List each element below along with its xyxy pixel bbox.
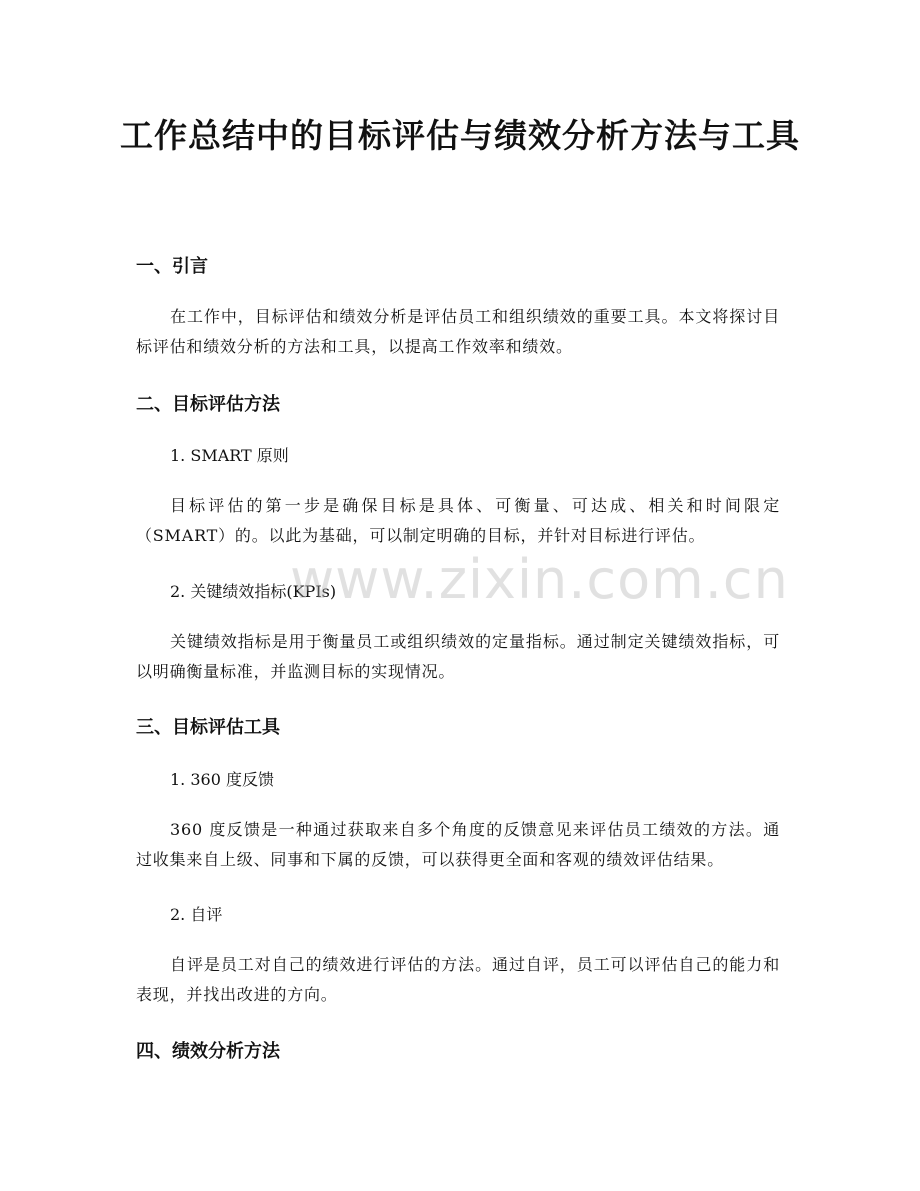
subheading-kpis: 2. 关键绩效指标(KPIs) [170, 582, 337, 601]
paragraph-360-feedback: 360 度反馈是一种通过获取来自多个角度的反馈意见来评估员工绩效的方法。通过收集来自上级、同事和下属的反馈，可以获得更全面和客观的绩效评估结果。 [136, 820, 780, 869]
section-heading-analysis: 四、绩效分析方法 [136, 1041, 280, 1062]
subheading-360-feedback: 1. 360 度反馈 [170, 770, 274, 789]
subheading-smart: 1. SMART 原则 [170, 446, 289, 465]
paragraph-kpis: 关键绩效指标是用于衡量员工或组织绩效的定量指标。通过制定关键绩效指标，可以明确衡量标准，并监测目标的实现情况。 [136, 632, 780, 681]
document-title: 工作总结中的目标评估与绩效分析方法与工具 [120, 116, 800, 155]
watermark: www.zixin.com.cn [290, 548, 789, 611]
section-heading-tools: 三、目标评估工具 [136, 717, 280, 738]
paragraph-self-review: 自评是员工对自己的绩效进行评估的方法。通过自评，员工可以评估自己的能力和表现，并找出改进的方向。 [136, 955, 780, 1004]
paragraph-intro: 在工作中，目标评估和绩效分析是评估员工和组织绩效的重要工具。本文将探讨目标评估和绩效分析的方法和工具，以提高工作效率和绩效。 [136, 307, 780, 356]
paragraph-smart: 目标评估的第一步是确保目标是具体、可衡量、可达成、相关和时间限定（SMART）的。以此为基础，可以制定明确的目标，并针对目标进行评估。 [136, 496, 780, 545]
section-heading-intro: 一、引言 [136, 256, 208, 277]
section-heading-methods: 二、目标评估方法 [136, 394, 280, 415]
subheading-self-review: 2. 自评 [170, 905, 223, 924]
